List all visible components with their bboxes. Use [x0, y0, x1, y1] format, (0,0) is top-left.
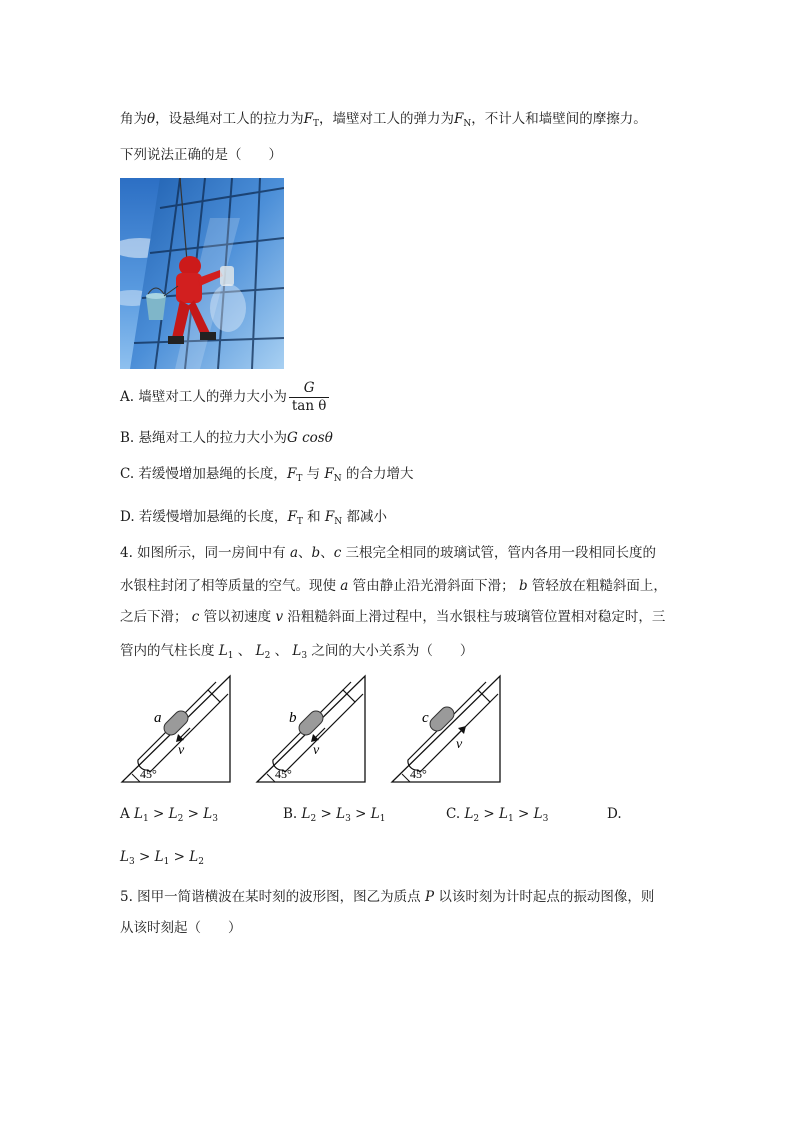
q4-text: 之后下滑； — [120, 609, 188, 625]
q3-option-a — [120, 380, 331, 415]
q3-text: ，墙壁对工人的弹力为 — [319, 111, 455, 127]
tube-c-label: c — [191, 609, 200, 625]
fraction-numerator: G — [289, 380, 330, 398]
q3-option-b — [120, 426, 333, 446]
point-p-symbol: P — [424, 889, 435, 905]
tube-b-label: b — [518, 578, 528, 594]
ft-subscript: T — [296, 517, 303, 527]
subscript: 1 — [163, 857, 170, 867]
q5-text: 以该时刻为计时起点的振动图像，则 — [438, 889, 655, 905]
option-d-text: 都减小 — [346, 509, 387, 525]
l-symbol: L — [255, 643, 265, 659]
gt-sign: > — [169, 849, 190, 865]
angle-label: 45° — [140, 767, 157, 781]
l-symbol: L — [464, 806, 474, 822]
velocity-letter: v — [178, 743, 185, 758]
q4-line3 — [120, 605, 665, 625]
tube-figure-c — [388, 674, 504, 786]
l-symbol: L — [203, 806, 213, 822]
gt-sign: > — [148, 806, 169, 822]
fn-subscript: N — [463, 119, 472, 129]
subscript: 1 — [227, 651, 234, 661]
option-a-fraction — [289, 380, 330, 415]
q5-line2: 从该时刻起（ ） — [120, 920, 242, 936]
l-symbol: L — [218, 643, 228, 659]
q4-option-d — [120, 849, 204, 867]
q4-text: 沿粗糙斜面上滑过程中，当水银柱与玻璃管位置相对稳定时，三 — [287, 609, 666, 625]
subscript: 1 — [508, 814, 514, 824]
tube-b-letter: b — [289, 710, 297, 726]
subscript: 3 — [212, 814, 218, 824]
tube-figure-a — [118, 674, 234, 786]
ft-symbol: F — [287, 509, 297, 525]
tube-c-letter: c — [422, 710, 429, 726]
l-symbol: L — [499, 806, 509, 822]
tube-b-label: b — [311, 545, 321, 561]
subscript: 2 — [310, 814, 317, 824]
option-a-text: A. 墙壁对工人的弹力大小为 — [120, 389, 287, 405]
q5-line1 — [120, 885, 654, 905]
q3-option-c — [120, 462, 413, 484]
q4-text: 水银柱封闭了相等质量的空气。现使 — [120, 578, 336, 594]
ft-symbol: F — [286, 466, 297, 482]
q4-line1 — [120, 541, 656, 561]
q3-text: ，不计人和墙壁间的摩擦力。 — [471, 111, 647, 127]
ft-subscript: T — [313, 119, 320, 129]
q3-text: ，设悬绳对工人的拉力为 — [155, 111, 304, 127]
l-symbol: L — [301, 806, 311, 822]
q4-option-b — [283, 806, 385, 824]
subscript: 2 — [177, 814, 184, 824]
velocity-symbol: v — [275, 609, 284, 625]
option-label: A — [120, 806, 130, 822]
l-symbol: L — [134, 806, 144, 822]
q5-text: 5. 图甲一简谐横波在某时刻的波形图，图乙为质点 — [120, 889, 421, 905]
gt-sign: > — [183, 806, 204, 822]
q4-text: 管以初速度 — [203, 609, 272, 625]
fn-subscript: N — [334, 517, 343, 527]
option-b-text: B. 悬绳对工人的拉力大小为 — [120, 430, 288, 446]
q4-text: 、 — [274, 643, 289, 659]
angle-label: 45° — [275, 767, 292, 781]
fn-symbol: F — [324, 466, 334, 482]
q3-text: 角为 — [120, 111, 147, 127]
tube-a-letter: a — [154, 710, 162, 726]
fraction-denominator: tan θ — [291, 398, 327, 414]
subscript: 3 — [128, 857, 135, 867]
gt-sign: > — [350, 806, 371, 822]
option-c-text: 的合力增大 — [345, 466, 414, 482]
subscript: 2 — [473, 814, 480, 824]
option-label: B. — [283, 806, 298, 822]
option-c-text: 与 — [306, 466, 321, 482]
fn-subscript: N — [333, 474, 342, 484]
subscript: 1 — [143, 814, 149, 824]
window-cleaner-photo — [120, 178, 284, 369]
q4-text: 、 — [298, 545, 312, 561]
l-symbol: L — [292, 643, 302, 659]
q4-option-d-label: D. — [607, 806, 622, 822]
q4-text: 管轻放在粗糙斜面上， — [531, 578, 667, 594]
q3-option-d — [120, 505, 387, 527]
q4-line4 — [120, 639, 473, 661]
velocity-letter: v — [313, 743, 320, 758]
tube-figure-b — [253, 674, 369, 786]
l-symbol: L — [336, 806, 346, 822]
q4-text: 管内的气柱长度 — [120, 643, 215, 659]
q3-line2: 下列说法正确的是（ ） — [120, 147, 282, 163]
q4-text: 、 — [237, 643, 252, 659]
q4-option-a — [120, 806, 218, 824]
option-d-text: 和 — [307, 509, 321, 525]
tube-c-label: c — [333, 545, 342, 561]
q3-line1 — [120, 107, 647, 129]
subscript: 1 — [379, 814, 386, 824]
option-b-formula: G cosθ — [287, 430, 333, 446]
option-c-text: C. 若缓慢增加悬绳的长度， — [120, 466, 287, 482]
tube-a-label: a — [289, 545, 299, 561]
q4-text: 4. 如图所示，同一房间中有 — [120, 545, 290, 561]
l-symbol: L — [370, 806, 380, 822]
q4-text: 、 — [320, 545, 334, 561]
tube-a-label: a — [340, 578, 349, 594]
subscript: 2 — [264, 651, 271, 661]
l-symbol: L — [154, 849, 164, 865]
q4-line2 — [120, 574, 667, 594]
q4-text: 三根完全相同的玻璃试管，管内各用一段相同长度的 — [341, 545, 657, 561]
gt-sign: > — [513, 806, 534, 822]
fn-symbol: F — [324, 509, 335, 525]
option-label: C. — [446, 806, 461, 822]
subscript: 3 — [542, 814, 549, 824]
subscript: 2 — [198, 857, 204, 867]
l-symbol: L — [189, 849, 199, 865]
theta-symbol: θ — [147, 111, 156, 127]
angle-label: 45° — [410, 767, 427, 781]
ft-subscript: T — [296, 474, 303, 484]
ft-symbol: F — [303, 111, 314, 127]
fn-symbol: F — [454, 111, 464, 127]
l-symbol: L — [533, 806, 543, 822]
subscript: 3 — [301, 651, 308, 661]
l-symbol: L — [120, 849, 129, 865]
option-d-text: D. 若缓慢增加悬绳的长度， — [120, 509, 288, 525]
q4-text: 管由静止沿光滑斜面下滑； — [352, 578, 515, 594]
gt-sign: > — [134, 849, 155, 865]
gt-sign: > — [316, 806, 337, 822]
subscript: 3 — [345, 814, 351, 824]
q4-text: 之间的大小关系为（ ） — [311, 643, 474, 659]
l-symbol: L — [168, 806, 178, 822]
q4-option-c — [446, 806, 548, 824]
velocity-letter: v — [456, 737, 463, 752]
gt-sign: > — [479, 806, 500, 822]
